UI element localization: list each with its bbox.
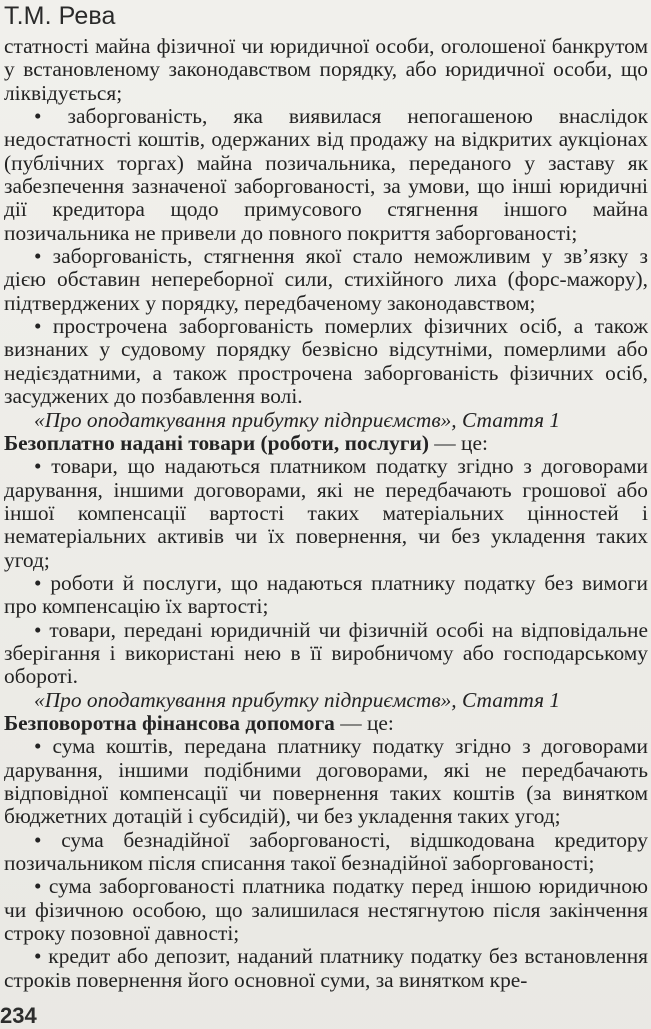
free-goods-item-2: • роботи й послуги, що надаються платнику податку без вимоги про компенсацію їх вартості; [4,570,648,619]
running-header-author: Т.М. Рева [4,2,116,30]
law-reference-2: «Про оподаткування прибутку підприємств», Стаття 1 [34,687,561,712]
definition-term-1: Безоплатно надані товари (роботи, послуги) [4,430,429,455]
definition-suffix-1: — це: [428,430,488,455]
financial-aid-item-4: • кредит або депозит, наданий платнику податку без встановлення строків повернення його основної суми, за винятком кре- [4,944,648,992]
page-number: 234 [0,1003,37,1028]
free-goods-item-1: • товари, що надаються платником податку згідно з договорами дарування, іншими договорами, які не передбачають грошової або іншої компенсації вартості таких матеріальних цінностей і нематеріальних активів чи їх повернення, чи без укладення таких угод; [4,454,648,572]
page-body [4,35,648,992]
definition-term-2: Безповоротна фінансова допомога [4,710,335,735]
financial-aid-item-3: • сума заборгованості платника податку перед іншою юридичною чи фізичною особою, що залишилася нестягнутою після закінчення строку позовної давності; [4,874,648,946]
financial-aid-item-1: • сума коштів, передана платнику податку згідно з договорами дарування, іншими подібними договорами, які не передбачають відповідної компенсації чи повернення таких коштів (за винятком бюджетних дотацій і субсидій), чи без укладення таких угод; [4,734,648,829]
debt-item-2: • заборгованість, стягнення якої стало неможливим у зв’язку з дією обставин непереборної сили, стихійного лиха (форс-мажору), підтверджених у порядку, передбаченому законодавством; [4,244,648,315]
law-reference-1: «Про оподаткування прибутку підприємств», Стаття 1 [34,407,561,432]
financial-aid-item-2: • сума безнадійної заборгованості, відшкодована кредитору позичальником після списання такої безнадійної заборгованості; [4,827,648,876]
free-goods-item-3: • товари, передані юридичній чи фізичній особі на відповідальне зберігання і використані нею в її виробничому або господарському обороті. [4,617,648,689]
debt-item-3: • прострочена заборгованість померлих фізичних осіб, а також визнаних у судовому порядку безвісно відсутніми, померлими або недієздатними, а також прострочена заборгованість фізичних осіб, засуджених до позбавлення волі. [4,314,648,409]
definition-heading-2 [4,712,648,735]
definition-heading-1 [4,432,648,455]
definition-suffix-2: — це: [334,710,394,735]
debt-item-1: • заборгованість, яка виявилася непогашеною внаслідок недостатності коштів, одержаних від продажу на відкритих аукціонах (публічних торгах) майна позичальника, переданого у заставу як забезпечення зазначеної заборгованості, за умови, що інші юридичні дії кредитора щодо примусового стягнення іншого майна позичальника не привели до повного покриття заборгованості; [4,104,648,245]
continuation-paragraph: статності майна фізичної чи юридичної особи, оголошеної банкрутом у встановленому законодавством порядку, або юридичної особи, що ліквідується; [4,34,648,105]
